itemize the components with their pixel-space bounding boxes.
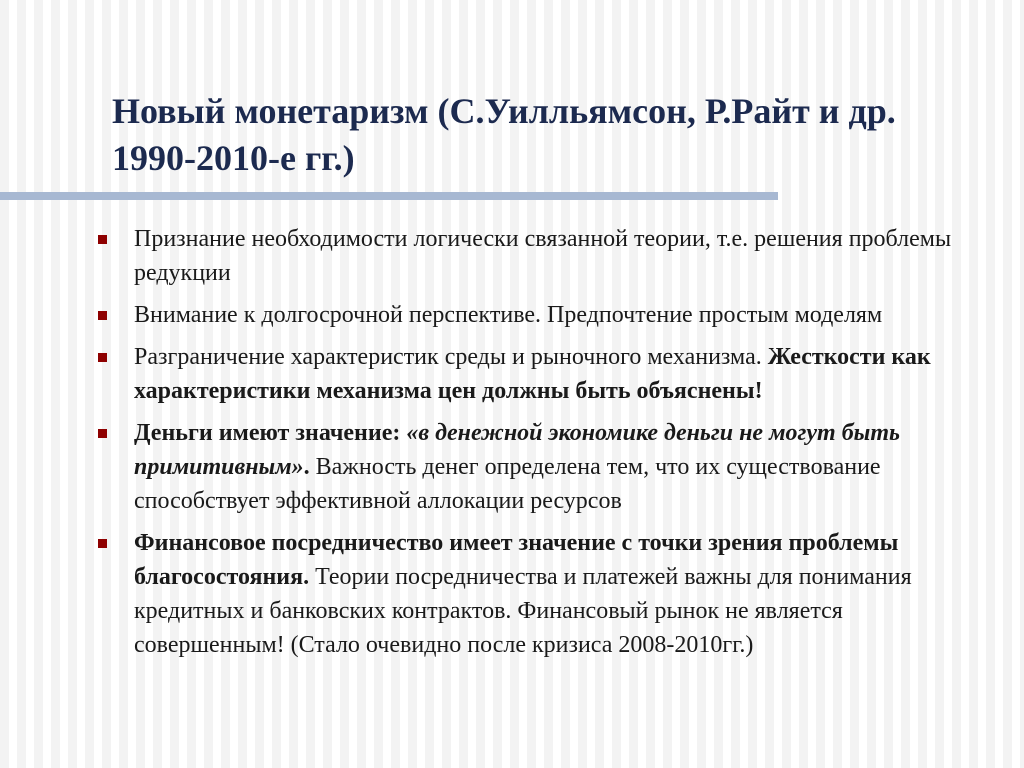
square-bullet-icon <box>98 429 107 438</box>
bullet-bold-text: Финансовое посредничество имеет значение с точки зрения проблемы благосостояния. <box>134 530 899 590</box>
bullet-item-3 <box>96 340 996 408</box>
bullet-text: Разграничение характеристик среды и рыночного механизма. <box>134 344 768 370</box>
bullet-item-1 <box>96 222 996 290</box>
bullet-text: Теории посредничества и платежей важны для понимания кредитных и банковских контрактов. Финансовый рынок не является совершенным! (Стало очевидно после кризиса 2008-2010гг.) <box>134 564 912 658</box>
square-bullet-icon <box>98 353 107 362</box>
slide-title <box>112 88 1002 182</box>
title-divider <box>0 192 778 200</box>
bullet-text: Внимание к долгосрочной перспективе. Предпочтение простым моделям <box>134 302 883 328</box>
title-line-1: Новый монетаризм (С.Уилльямсон, Р.Райт и др. <box>112 91 896 131</box>
bullet-bold-period: . <box>303 454 310 480</box>
square-bullet-icon <box>98 539 107 548</box>
square-bullet-icon <box>98 311 107 320</box>
title-line-2: 1990-2010-е гг.) <box>112 138 355 178</box>
bullet-item-5 <box>96 526 996 662</box>
bullet-list <box>96 222 996 670</box>
bullet-item-4 <box>96 416 996 518</box>
bullet-quote-text: «в денежной экономике деньги не могут быть примитивным» <box>134 420 900 480</box>
square-bullet-icon <box>98 235 107 244</box>
bullet-item-2 <box>96 298 996 332</box>
bullet-text: Признание необходимости логически связанной теории, т.е. решения проблемы редукции <box>134 226 952 286</box>
bullet-bold-text: Жесткости как характеристики механизма цен должны быть объяснены! <box>134 344 931 404</box>
bullet-text: Важность денег определена тем, что их существование способствует эффективной аллокации ресурсов <box>134 454 881 514</box>
bullet-bold-text: Деньги имеют значение: <box>134 420 407 446</box>
